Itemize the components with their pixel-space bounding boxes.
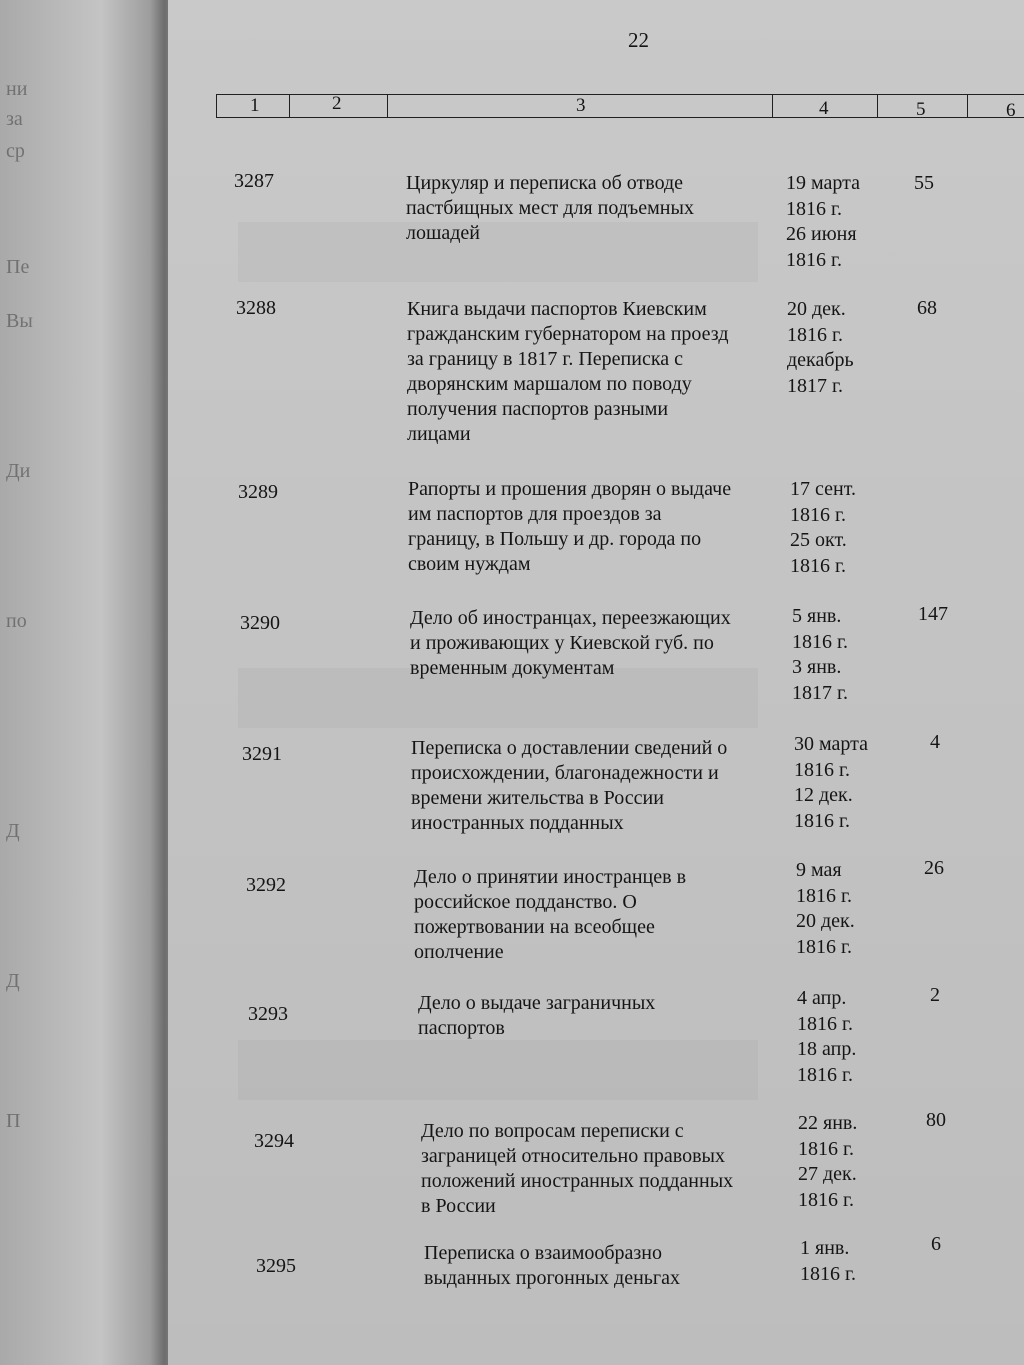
- entry-number: 3293: [248, 1003, 288, 1025]
- entry-sheet-count: 68: [917, 297, 937, 319]
- facing-page-fragment: Д: [6, 970, 20, 992]
- facing-page: [0, 0, 168, 1365]
- facing-page-fragment: П: [6, 1110, 21, 1132]
- column-header-row: [216, 93, 1024, 121]
- entry-sheet-count: 4: [930, 731, 940, 753]
- entry-sheet-count: 2: [930, 984, 940, 1006]
- entry-description: Дело по вопросам переписки с заграницей относительно правовых положений иностранных подданных в России: [421, 1120, 734, 1217]
- facing-page-fragment: Ди: [6, 460, 31, 482]
- entry-dates: 4 апр. 1816 г. 18 апр. 1816 г.: [797, 987, 857, 1086]
- entry-dates: 1 янв. 1816 г.: [800, 1237, 856, 1285]
- entry-sheet-count: 80: [926, 1109, 946, 1131]
- entry-dates: 9 мая 1816 г. 20 дек. 1816 г.: [796, 859, 855, 958]
- entry-number: 3292: [246, 874, 286, 896]
- entry-sheet-count: 55: [914, 172, 934, 194]
- entry-description: Переписка о доставлении сведений о происхождении, благонадежности и времени жительства в России иностранных подданных: [411, 737, 728, 834]
- facing-page-fragment: ср: [6, 140, 25, 162]
- column-header-3: 3: [387, 95, 772, 117]
- entry-description: Дело о выдаче заграничных паспортов: [418, 992, 656, 1039]
- entry-sheet-count: 26: [924, 857, 944, 879]
- facing-page-fragment: ни: [6, 78, 28, 100]
- entry-description: Переписка о взаимообразно выданных прогонных деньгах: [424, 1242, 680, 1289]
- entry-number: 3287: [234, 170, 274, 192]
- entry-number: 3289: [238, 481, 278, 503]
- entry-sheet-count: 6: [931, 1233, 941, 1255]
- column-header-1: 1: [250, 95, 260, 116]
- facing-page-fragment: по: [6, 610, 27, 632]
- entry-number: 3290: [240, 612, 280, 634]
- page-number: 22: [628, 28, 649, 52]
- entry-dates: 30 марта 1816 г. 12 дек. 1816 г.: [794, 733, 868, 832]
- entry-description: Рапорты и прошения дворян о выдаче им паспортов для проездов за границу, в Польшу и др. города по своим нуждам: [408, 478, 732, 575]
- entry-number: 3288: [236, 297, 276, 319]
- entry-description: Книга выдачи паспортов Киевским гражданским губернатором на проезд за границу в 1817 г. Переписка с дворянским маршалом по поводу получения паспортов разными лицами: [407, 298, 729, 445]
- column-header-4: 4: [772, 95, 877, 117]
- entry-description: Дело об иностранцах, переезжающих и проживающих у Киевской губ. по временным документам: [410, 607, 731, 679]
- facing-page-fragment: Вы: [6, 310, 33, 332]
- bleed-through-area: [238, 1040, 758, 1100]
- entry-dates: 5 янв. 1816 г. 3 янв. 1817 г.: [792, 605, 848, 704]
- entry-number: 3291: [242, 743, 282, 765]
- entry-number: 3295: [256, 1255, 296, 1277]
- facing-page-fragment: за: [6, 108, 23, 130]
- facing-page-fragment: Пе: [6, 256, 30, 278]
- entry-description: Дело о принятии иностранцев в российское подданство. О пожертвовании на всеобщее ополчение: [414, 866, 687, 963]
- column-header-2: 2: [289, 95, 387, 117]
- entry-number: 3294: [254, 1130, 294, 1152]
- column-header-5: 5: [877, 95, 967, 117]
- entry-dates: 20 дек. 1816 г. декабрь 1817 г.: [787, 298, 854, 397]
- entry-dates: 17 сент. 1816 г. 25 окт. 1816 г.: [790, 478, 856, 577]
- column-header-6: 6: [967, 95, 1024, 117]
- entry-dates: 22 янв. 1816 г. 27 дек. 1816 г.: [798, 1112, 858, 1211]
- entry-dates: 19 марта 1816 г. 26 июня 1816 г.: [786, 172, 860, 271]
- facing-page-fragment: Д: [6, 820, 20, 842]
- entry-description: Циркуляр и переписка об отводе пастбищных мест для подъемных лошадей: [406, 172, 694, 244]
- entry-sheet-count: 147: [918, 603, 948, 625]
